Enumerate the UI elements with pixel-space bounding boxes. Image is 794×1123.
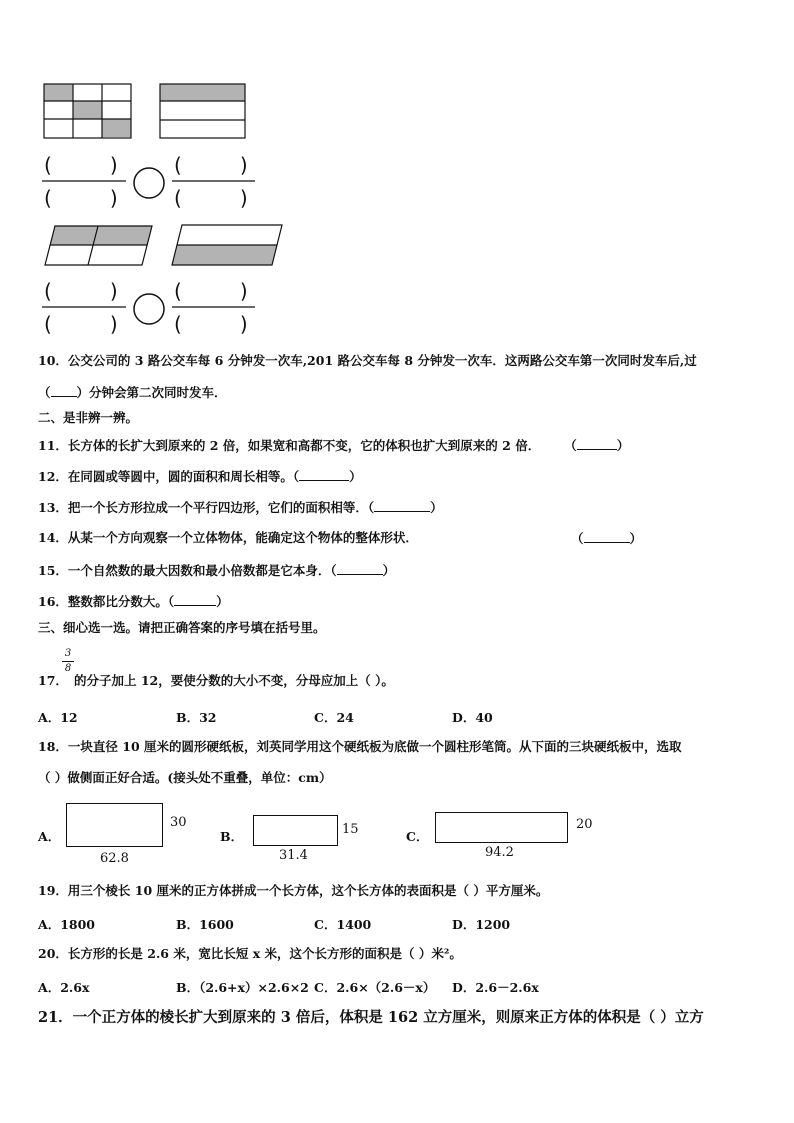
q19-option-d[interactable]: D．1200 xyxy=(452,917,511,932)
question-21: 21．一个正方体的棱长扩大到原来的 3 倍后，体积是 162 立方厘米，则原来正方体的体积是（ ）立方 xyxy=(38,1009,704,1026)
question-13: 13．把一个长方形拉成一个平行四边形，它们的面积相等．（ ） xyxy=(38,500,443,515)
q18-option-c-width: 94.2 xyxy=(485,845,514,860)
shaded-cell xyxy=(73,101,102,119)
q18-option-b-label[interactable]: B． xyxy=(220,829,244,844)
answer-blank[interactable] xyxy=(584,530,630,543)
q17-option-c[interactable]: C．24 xyxy=(314,710,354,725)
q18-option-a-label[interactable]: A． xyxy=(38,829,61,844)
question-12: 12．在同圆或等圆中，圆的面积和周长相等。（ ） xyxy=(38,469,362,484)
shaded-part xyxy=(88,245,147,265)
shaded-part xyxy=(172,245,277,265)
q20-option-d[interactable]: D．2.6－2.6x xyxy=(452,980,539,995)
section-3-heading: 三、细心选一选。请把正确答案的序号填在括号里。 xyxy=(38,620,326,635)
question-11: 11．长方体的长扩大到原来的 2 倍，如果宽和高都不变，它的体积也扩大到原来的 2 倍． （ ） xyxy=(38,438,630,453)
question-17-number: 17． xyxy=(38,673,68,688)
shaded-part xyxy=(50,226,98,245)
answer-blank[interactable] xyxy=(51,384,77,397)
q20-option-c[interactable]: C．2.6×（2.6－x） xyxy=(314,980,436,995)
answer-blank[interactable] xyxy=(374,499,430,512)
question-19: 19．用三个棱长 10 厘米的正方体拼成一个长方体，这个长方体的表面积是（ ）平方厘米。 xyxy=(38,883,549,898)
question-18-line-2: （ ）做侧面正好合适。(接头处不重叠，单位：cm） xyxy=(38,770,332,785)
three-row-rect-figure xyxy=(160,84,245,138)
question-17-text: 的分子加上 12，要使分数的大小不变，分母应加上（ ）。 xyxy=(74,673,394,688)
shaded-cell xyxy=(44,84,73,101)
grid-3x3-figure xyxy=(44,84,131,138)
answer-blank[interactable] xyxy=(337,562,383,575)
fraction-three-eighths: 3 8 xyxy=(62,648,74,675)
q19-option-b[interactable]: B．1600 xyxy=(176,917,234,932)
q18-option-b-rect xyxy=(253,815,338,846)
shaded-cell xyxy=(102,119,131,137)
parallelogram-two-part-figure xyxy=(172,225,282,265)
fraction-paren-den-right-1: ( ) xyxy=(174,186,248,210)
q20-option-a[interactable]: A．2.6x xyxy=(38,980,90,995)
answer-blank[interactable] xyxy=(299,468,349,481)
fraction-paren-den-left-2: ( ) xyxy=(44,312,118,336)
q18-option-b-width: 31.4 xyxy=(279,848,308,863)
question-15: 15．一个自然数的最大因数和最小倍数都是它本身．（ ） xyxy=(38,563,396,578)
q18-option-a-rect xyxy=(66,803,163,847)
question-20: 20．长方形的长是 2.6 米，宽比长短 x 米，这个长方形的面积是（ ）米²。 xyxy=(38,946,462,961)
fraction-paren-num-left-2: ( ) xyxy=(44,279,118,303)
q19-option-c[interactable]: C．1400 xyxy=(314,917,372,932)
q18-option-b-height: 15 xyxy=(342,822,359,837)
fraction-paren-num-right-2: ( ) xyxy=(174,279,248,303)
fraction-paren-den-right-2: ( ) xyxy=(174,312,248,336)
q19-option-a[interactable]: A．1800 xyxy=(38,917,95,932)
question-10-line-1: 10．公交公司的 3 路公交车每 6 分钟发一次车,201 路公交车每 8 分钟发一次车．这两路公交车第一次同时发车后,过 xyxy=(38,353,697,368)
question-14: 14．从某一个方向观察一个立体物体，能确定这个物体的整体形状． xyxy=(38,530,418,545)
q20-option-b[interactable]: B．（2.6+x）×2.6×2 xyxy=(176,980,309,995)
q18-option-a-height: 30 xyxy=(170,815,187,830)
answer-blank[interactable] xyxy=(174,593,216,606)
comparison-circle-1 xyxy=(134,168,164,198)
q17-option-a[interactable]: A．12 xyxy=(38,710,78,725)
fraction-paren-num-right-1: ( ) xyxy=(174,153,248,177)
fraction-paren-num-left-1: ( ) xyxy=(44,153,118,177)
comparison-circle-2 xyxy=(134,294,164,324)
question-10-line-2: （ ）分钟会第二次同时发车． xyxy=(38,385,227,400)
answer-blank[interactable] xyxy=(577,437,617,450)
question-16: 16．整数都比分数大。（ ） xyxy=(38,594,229,609)
q18-option-c-height: 20 xyxy=(576,817,593,832)
q17-option-d[interactable]: D．40 xyxy=(452,710,493,725)
question-14-answer: （ ） xyxy=(571,531,643,546)
q18-option-a-width: 62.8 xyxy=(100,851,129,866)
question-18-line-1: 18．一块直径 10 厘米的圆形硬纸板，刘英同学用这个硬纸板为底做一个圆柱形笔筒。从下面的三块硬纸板中，选取 xyxy=(38,739,682,754)
q17-option-b[interactable]: B．32 xyxy=(176,710,217,725)
section-2-heading: 二、是非辨一辨。 xyxy=(38,410,139,425)
shaded-part xyxy=(93,226,152,245)
parallelogram-four-part-figure xyxy=(45,226,152,265)
shaded-row xyxy=(160,84,245,101)
q18-option-c-rect xyxy=(435,812,568,843)
fraction-paren-den-left-1: ( ) xyxy=(44,186,118,210)
q18-option-c-label[interactable]: C． xyxy=(406,829,429,844)
